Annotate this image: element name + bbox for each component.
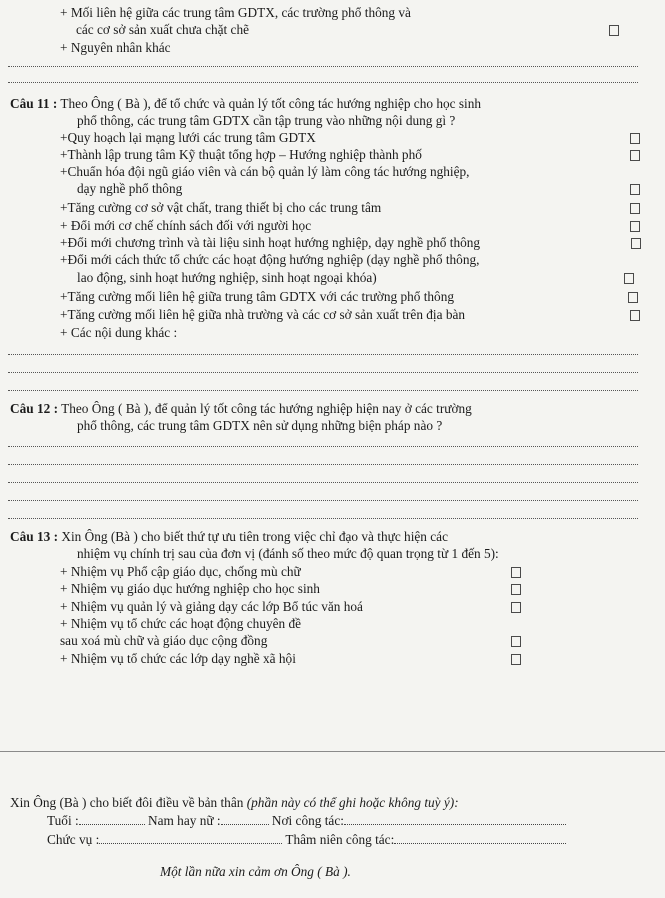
top-item-other: + Nguyên nhân khác	[60, 40, 171, 55]
q11-item-other: + Các nội dung khác :	[60, 325, 178, 340]
footer-row-1	[47, 813, 566, 829]
q11-item: + Đổi mới cơ chế chính sách đối với người học	[60, 218, 312, 233]
answer-line[interactable]	[8, 66, 638, 67]
top-item-relation: + Mối liên hệ giữa các trung tâm GDTX, các trường phổ thông và	[60, 5, 411, 20]
q11-item: +Thành lập trung tâm Kỹ thuật tổng hợp – Hướng nghiệp thành phố	[60, 147, 422, 162]
q11-heading	[10, 96, 481, 112]
q13-text: Xin Ông (Bà ) cho biết thứ tự ưu tiên trong việc chỉ đạo và thực hiện các	[61, 529, 448, 544]
q11-item: +Đổi mới cách thức tổ chức các hoạt động hướng nghiệp (dạy nghề phổ thông,	[60, 252, 480, 267]
workplace-label: Nơi công tác:	[271, 813, 344, 828]
q13-label: Câu 13 :	[10, 529, 59, 544]
answer-line[interactable]	[8, 390, 638, 391]
answer-line[interactable]	[8, 518, 638, 519]
q12-text: Theo Ông ( Bà ), để quản lý tốt công tác hướng nghiệp hiện nay ở các trường	[61, 401, 472, 416]
q11-text-cont: phổ thông, các trung tâm GDTX cần tập trung vào những nội dung gì ?	[77, 113, 456, 128]
q11-checkbox[interactable]	[628, 292, 638, 303]
position-field[interactable]	[99, 832, 282, 844]
q11-checkbox[interactable]	[630, 203, 640, 214]
q13-item: + Nhiệm vụ quản lý và giảng dạy các lớp Bổ túc văn hoá	[60, 599, 363, 614]
section-divider	[0, 751, 665, 752]
q11-item: +Chuẩn hóa đội ngũ giáo viên và cán bộ quản lý làm công tác hướng nghiệp,	[60, 164, 470, 179]
position-label: Chức vụ :	[47, 832, 100, 847]
q13-item: + Nhiệm vụ tổ chức các hoạt động chuyên đề	[60, 616, 302, 631]
q13-rank-box[interactable]	[511, 567, 521, 578]
q11-checkbox[interactable]	[630, 150, 640, 161]
q13-rank-box[interactable]	[511, 654, 521, 665]
footer-intro-note: (phần này có thể ghi hoặc không tuỳ ý):	[246, 795, 459, 810]
q13-heading	[10, 529, 448, 545]
gender-label: Nam hay nữ :	[148, 813, 221, 828]
q11-checkbox[interactable]	[630, 310, 640, 321]
q11-text: Theo Ông ( Bà ), để tổ chức và quản lý tốt công tác hướng nghiệp cho học sinh	[60, 96, 482, 111]
q11-checkbox[interactable]	[630, 133, 640, 144]
q12-heading	[10, 401, 472, 417]
q11-checkbox[interactable]	[624, 273, 634, 284]
q13-item-cont: sau xoá mù chữ và giáo dục cộng đồng	[60, 633, 268, 648]
q12-text-cont: phổ thông, các trung tâm GDTX nên sử dụng những biện pháp nào ?	[77, 418, 443, 433]
q11-item-cont: lao động, sinh hoạt hướng nghiệp, sinh hoạt ngoại khóa)	[77, 270, 377, 285]
top-item-relation-cont: các cơ sở sản xuất chưa chặt chẽ	[76, 22, 249, 37]
seniority-label: Thâm niên công tác:	[285, 832, 395, 847]
q13-rank-box[interactable]	[511, 584, 521, 595]
q11-label: Câu 11 :	[10, 96, 58, 111]
q13-item: + Nhiệm vụ tổ chức các lớp dạy nghề xã hội	[60, 651, 296, 666]
answer-line[interactable]	[8, 354, 638, 355]
answer-line[interactable]	[8, 372, 638, 373]
q11-checkbox[interactable]	[630, 221, 640, 232]
thanks-note: Một lần nữa xin cảm ơn Ông ( Bà ).	[160, 864, 351, 879]
footer-row-2	[47, 832, 566, 848]
answer-line[interactable]	[8, 482, 638, 483]
top-relation-checkbox[interactable]	[609, 25, 619, 36]
q11-item-cont: dạy nghề phổ thông	[77, 181, 183, 196]
q13-item: + Nhiệm vụ giáo dục hướng nghiệp cho học sinh	[60, 581, 320, 596]
answer-line[interactable]	[8, 82, 638, 83]
q11-item: +Tăng cường cơ sở vật chất, trang thiết bị cho các trung tâm	[60, 200, 382, 215]
q13-text-cont: nhiệm vụ chính trị sau của đơn vị (đánh số theo mức độ quan trọng từ 1 đến 5):	[77, 546, 499, 561]
seniority-field[interactable]	[394, 832, 566, 844]
q11-checkbox[interactable]	[631, 238, 641, 249]
q13-rank-box[interactable]	[511, 636, 521, 647]
q11-item: +Quy hoạch lại mạng lưới các trung tâm GDTX	[60, 130, 316, 145]
q11-checkbox[interactable]	[630, 184, 640, 195]
footer-intro-text: Xin Ông (Bà ) cho biết đôi điều về bản thân	[10, 795, 244, 810]
workplace-field[interactable]	[344, 813, 566, 825]
q13-item: + Nhiệm vụ Phổ cập giáo dục, chống mù chữ	[60, 564, 301, 579]
answer-line[interactable]	[8, 500, 638, 501]
gender-field[interactable]	[221, 813, 269, 825]
answer-line[interactable]	[8, 446, 638, 447]
q13-rank-box[interactable]	[511, 602, 521, 613]
age-label: Tuổi :	[47, 813, 79, 828]
age-field[interactable]	[79, 813, 145, 825]
footer-intro	[10, 795, 459, 811]
q11-item: +Tăng cường mối liên hệ giữa trung tâm GDTX với các trường phổ thông	[60, 289, 455, 304]
answer-line[interactable]	[8, 464, 638, 465]
q11-item: +Tăng cường mối liên hệ giữa nhà trường và các cơ sở sản xuất trên địa bàn	[60, 307, 466, 322]
q12-label: Câu 12 :	[10, 401, 59, 416]
q11-item: +Đổi mới chương trình và tài liệu sinh hoạt hướng nghiệp, dạy nghề phổ thông	[60, 235, 481, 250]
